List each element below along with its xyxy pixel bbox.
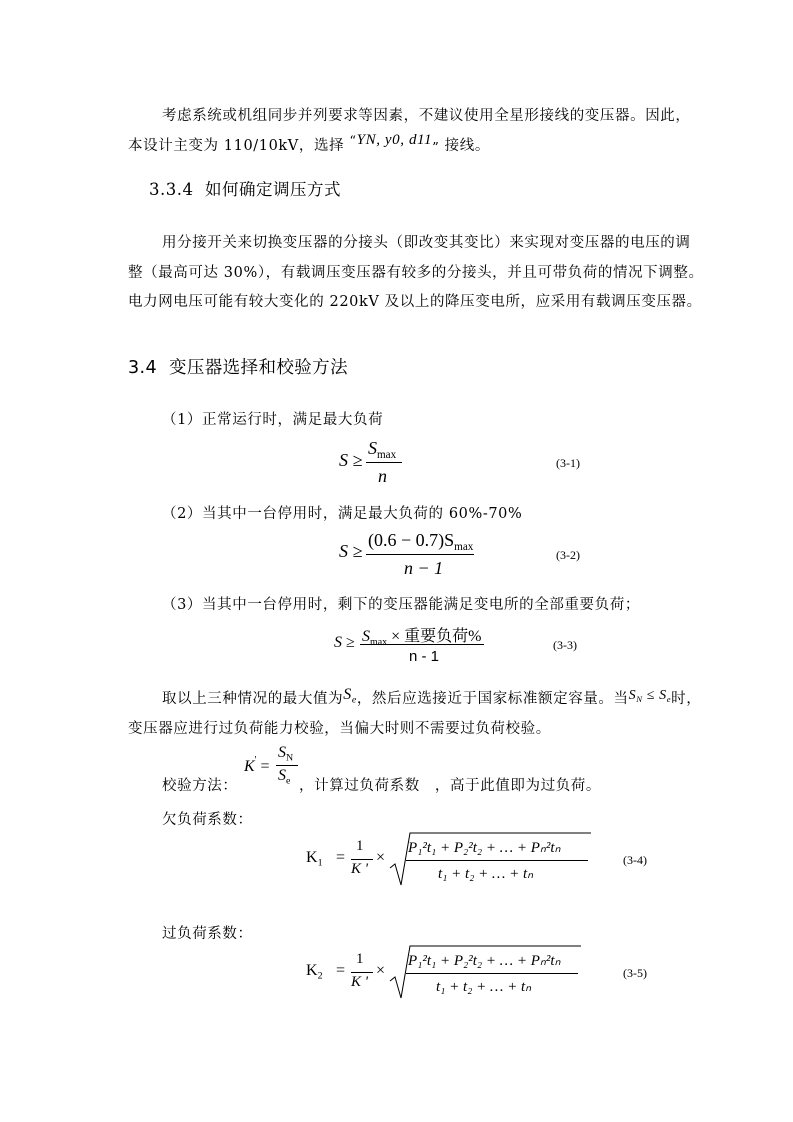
eq3-numerator: $S_{max}$ × 重要负荷% — [362, 628, 482, 648]
k2-coef-bar — [351, 972, 373, 973]
para2-line2: 整（最高可达 30%），有载调压变压器有较多的分接头，并且可带负荷的情况下调整。 — [128, 265, 704, 281]
eq1-numerator: $S_{max}$ — [368, 438, 397, 461]
para2-line1: 用分接开关来切换变压器的分接头（即改变其变比）来实现对变压器的电压的调 — [162, 235, 691, 251]
section-334-number: 3.3.4 — [149, 180, 194, 199]
k1-coef-numerator: 1 — [356, 838, 364, 854]
eq2-lhs: S ≥ — [339, 541, 363, 561]
eq2-denominator: n − 1 — [404, 558, 444, 578]
quote-open: “ — [349, 134, 357, 149]
overload-label: 过负荷系数： — [162, 926, 253, 942]
eq3-fraction-bar — [360, 644, 484, 645]
eq2-number: (3-2) — [556, 548, 580, 562]
k2-equals: = — [336, 962, 346, 979]
check-label: 校验方法： — [162, 778, 238, 794]
condition-formula: $S_N \le S_e$ — [628, 688, 672, 705]
item1-text: （1）正常运行时，满足最大负荷 — [162, 412, 384, 428]
item2-text: （2）当其中一台停用时，满足最大负荷的 60%-70% — [162, 506, 523, 522]
k2-times: × — [376, 962, 386, 979]
k1-lhs: $K_1$ — [306, 849, 323, 869]
winding-formula: YN, y0, d11 — [356, 132, 433, 149]
section-34-number: 3.4 — [128, 358, 158, 378]
k-fraction-bar — [276, 765, 298, 766]
eq1-lhs: S ≥ — [339, 450, 363, 470]
eq1-number: (3-1) — [556, 456, 580, 470]
k1-times: × — [376, 849, 386, 866]
para1-line2-post: 接线。 — [444, 138, 490, 155]
eq3-number: (3-3) — [553, 638, 577, 652]
underload-label: 欠负荷系数： — [162, 812, 253, 828]
k2-coef-denominator: K ' — [351, 974, 368, 990]
eq4-number: (3-4) — [623, 853, 647, 867]
para1-line1: 考虑系统或机组同步并列要求等因素，不建议使用全星形接线的变压器。因此， — [162, 108, 691, 124]
para2-line3: 电力网电压可能有较大变化的 220kV 及以上的降压变电所，应采用有载调压变压器。 — [128, 294, 702, 310]
k2-radicand-denominator: t₁ + t₂ + … + tₙ — [436, 979, 532, 995]
item3-text: （3）当其中一台停用时，剩下的变压器能满足变电所的全部重要负荷； — [162, 597, 640, 613]
section-34-title: 变压器选择和校验方法 — [168, 358, 348, 378]
k2-radicand-bar — [406, 973, 578, 974]
eq1-denominator: n — [378, 466, 387, 486]
eq3-lhs: S ≥ — [334, 634, 355, 651]
para3-line1: 取以上三种情况的最大值为$S_e$，然后应选接近于国家标准额定容量。当$S_N \le S_e$时， — [162, 686, 702, 707]
k-numerator: $S_N$ — [278, 744, 294, 764]
k1-radicand-bar — [406, 860, 588, 861]
k1-coef-denominator: K ' — [351, 861, 368, 877]
section-334-heading — [149, 176, 341, 200]
k1-radicand-numerator: P₁²t₁ + P₂²t₂ + … + Pₙ²tₙ — [408, 840, 561, 856]
section-334-title: 如何确定调压方式 — [204, 180, 341, 199]
eq3-denominator: n - 1 — [409, 648, 440, 665]
k1-coef-bar — [351, 859, 373, 860]
k2-lhs: $K_2$ — [306, 962, 323, 982]
section-34-heading — [128, 354, 348, 379]
k2-radicand-numerator: P₁²t₁ + P₂²t₂ + … + Pₙ²tₙ — [408, 953, 561, 969]
para3-line2: 变压器应进行过负荷能力校验，当偏大时则不需要过负荷校验。 — [128, 721, 551, 737]
para1-line2 — [128, 134, 490, 155]
k2-coef-numerator: 1 — [356, 951, 364, 967]
eq2-fraction-bar — [366, 554, 474, 555]
para1-line2-pre: 本设计主变为 110/10kV，选择 — [128, 138, 345, 155]
check-text: ，计算过负荷系数 ，高于此值即为过负荷。 — [299, 778, 601, 794]
k1-equals: = — [336, 849, 346, 866]
k1-radicand-denominator: t₁ + t₂ + … + tₙ — [438, 866, 534, 882]
eq5-number: (3-5) — [623, 966, 647, 980]
k-lhs: K' = — [244, 755, 270, 775]
k-denominator: $S_e$ — [278, 767, 291, 787]
eq1-fraction-bar — [366, 462, 402, 463]
quote-close: ” — [432, 140, 440, 156]
eq2-numerator: $(0.6 - 0.7)S_{max}$ — [368, 530, 474, 553]
se-symbol: $S_e$ — [343, 686, 357, 706]
